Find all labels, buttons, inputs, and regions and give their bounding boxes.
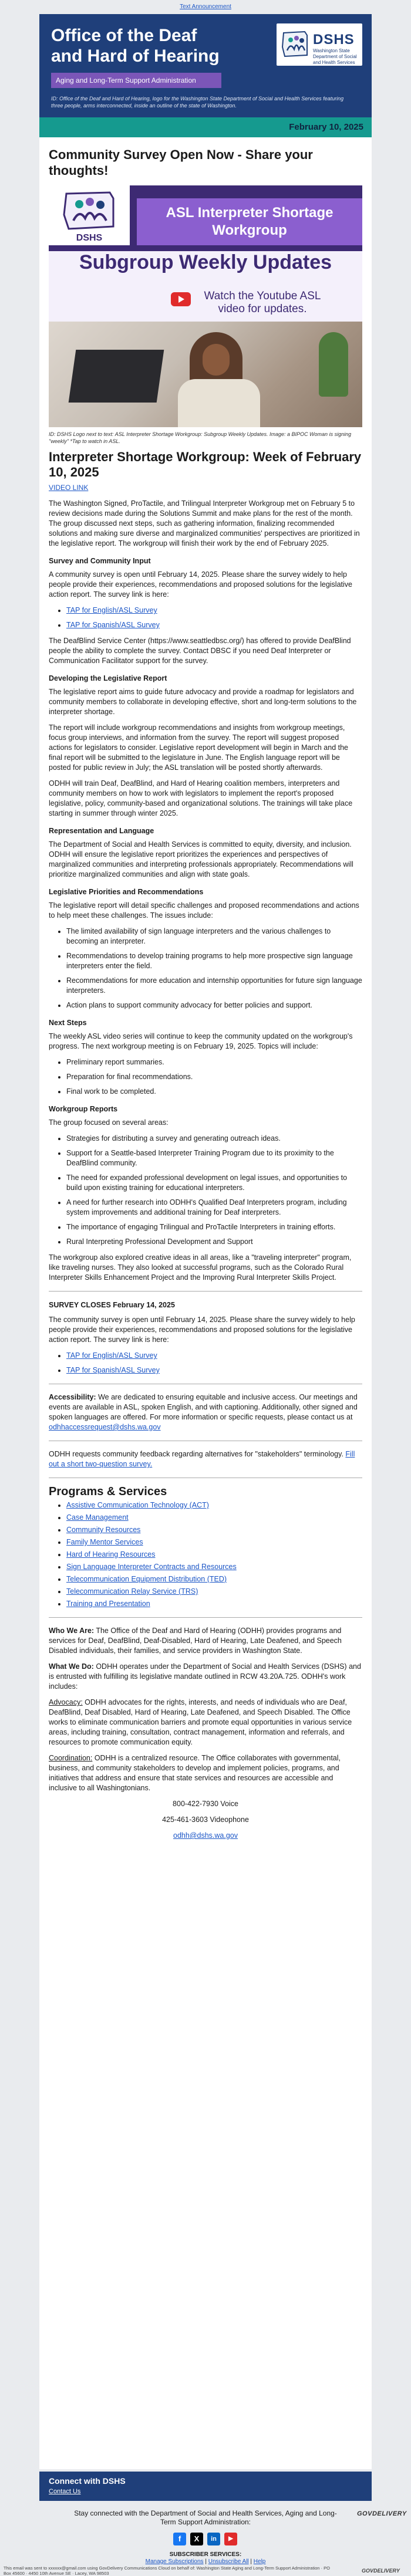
youtube-play-icon[interactable] xyxy=(171,292,191,306)
who-we-are-paragraph xyxy=(49,1626,362,1656)
dshs-logo-text: DSHS xyxy=(313,32,355,48)
subscriber-links xyxy=(0,2558,411,2565)
list-item xyxy=(66,1500,362,1510)
program-link-case-management[interactable]: Case Management xyxy=(66,1513,129,1522)
voice-phone: 800-422-7930 Voice xyxy=(173,1800,238,1808)
list-item xyxy=(66,1587,362,1597)
x-icon[interactable]: X xyxy=(190,2533,203,2545)
survey-input-text: A community survey is open until February 14, 2025. Please share the survey widely to help people provide their experiences, recommendations and proposed solutions for the legislative action report. The survey link is here: xyxy=(49,570,352,599)
govdelivery-logo-small: GOVDELIVERY xyxy=(362,2568,400,2574)
plant-shape xyxy=(319,332,348,397)
list-item: • A need for further research into ODHH's Qualified Deaf Interpreters program, including system improvements and additional training for Deaf interpreters. xyxy=(66,1198,362,1218)
program-link-act[interactable]: Assistive Communication Technology (ACT) xyxy=(66,1501,209,1509)
divider xyxy=(49,1291,362,1292)
advocacy-paragraph xyxy=(49,1698,362,1747)
access-request-email-link[interactable]: odhhaccessrequest@dshs.wa.gov xyxy=(49,1423,161,1431)
list-item: • Preparation for final recommendations. xyxy=(66,1072,362,1082)
list-item xyxy=(66,1525,362,1535)
list-item: • The importance of engaging Trilingual and ProTactile Interpreters in training efforts. xyxy=(66,1222,362,1232)
coordination-label: Coordination: xyxy=(49,1754,93,1762)
dshs-tile-label: DSHS xyxy=(76,233,103,243)
workgroup-reports-text: The group focused on several areas: xyxy=(49,1118,169,1127)
week-heading: Interpreter Shortage Workgroup: Week of February 10, 2025 xyxy=(49,449,362,479)
connect-title: Connect with DSHS xyxy=(49,2476,126,2486)
facebook-icon[interactable]: f xyxy=(173,2533,186,2545)
dshs-tile xyxy=(49,185,130,245)
feedback-text: ODHH requests community feedback regarding alternatives for "stakeholders" terminology. xyxy=(49,1450,346,1458)
legislative-report-heading: Developing the Legislative Report xyxy=(49,674,167,682)
program-link-hard-of-hearing[interactable]: Hard of Hearing Resources xyxy=(66,1550,156,1559)
list-item xyxy=(66,1537,362,1547)
youtube-prompt: Watch the Youtube ASL video for updates. xyxy=(204,290,321,315)
representation-heading: Representation and Language xyxy=(49,827,154,835)
english-asl-survey-link-2[interactable]: TAP for English/ASL Survey xyxy=(66,1351,157,1360)
separator: | xyxy=(248,2558,254,2565)
list-item: • Action plans to support community advocacy for better policies and support. xyxy=(66,1000,362,1010)
program-link-community-resources[interactable]: Community Resources xyxy=(66,1526,141,1534)
next-steps-text: The weekly ASL video series will continue to keep the community updated on the workgroup's progress. The next workgroup meeting is on February 19, 2025. Topics will include: xyxy=(49,1032,353,1050)
programs-list xyxy=(49,1500,362,1609)
who-text: The Office of the Deaf and Hard of Hearing (ODHH) provides programs and services for Deaf, DeafBlind, Deaf-Disabled, Hard of Hearing, Late Deafened, and Speech Disabled individuals, their families, and service providers in Washington State. xyxy=(49,1627,342,1655)
weekly-updates-title: Subgroup Weekly Updates xyxy=(79,251,332,273)
workgroup-banner: ASL Interpreter Shortage Workgroup xyxy=(137,198,362,245)
unsubscribe-all-link[interactable]: Unsubscribe All xyxy=(208,2558,249,2565)
footer xyxy=(0,2504,411,2574)
top-bar xyxy=(0,0,411,13)
accessibility-text: We are dedicated to ensuring equitable and inclusive access. Our meetings and events are available in ASL, spoken English, and with captioning. Additionally, other signed and spoken languages are offered. For more information or specific requests, please contact us at xyxy=(49,1393,358,1421)
manage-subscriptions-link[interactable]: Manage Subscriptions xyxy=(145,2558,204,2565)
accessibility-paragraph xyxy=(49,1392,362,1432)
survey-closes-heading: SURVEY CLOSES February 14, 2025 xyxy=(49,1301,175,1309)
priorities-list xyxy=(49,927,362,1010)
list-item: • Recommendations to develop training programs to help more prospective sign language interpreters enter the field. xyxy=(66,951,362,971)
issue-date: February 10, 2025 xyxy=(39,117,372,137)
priorities-text: The legislative report will detail specific challenges and proposed recommendations and actions to help meet these challenges. The issues include: xyxy=(49,901,359,919)
youtube-icon[interactable]: ▶ xyxy=(224,2533,237,2545)
social-icons xyxy=(173,2533,238,2547)
feedback-paragraph xyxy=(49,1449,362,1469)
list-item xyxy=(66,1365,362,1375)
next-steps-list xyxy=(49,1057,362,1097)
list-item: • The need for expanded professional development on legal issues, and opportunities to build upon existing training for educational interpreters. xyxy=(66,1173,362,1193)
survey-closes-text: The community survey is open until February 14, 2025. Please share the survey widely to help people provide their experiences, recommendations and proposed solutions for the legislative action report. The survey link is here: xyxy=(49,1316,355,1344)
who-label: Who We Are: xyxy=(49,1627,95,1635)
legislative-report-p1: The legislative report aims to guide future advocacy and provide a roadmap for legislators and community members to collaborate in developing effective, short and long-term solutions to the interpreter shortage. xyxy=(49,688,357,716)
fine-print: This email was sent to xxxxxx@gmail.com using GovDelivery Communications Cloud on behalf of: Washington State Aging and Long-Term Support Administration · PO Box 45600 · 4450 10th Avenue SE · Lacey, WA 98503 xyxy=(4,2565,330,2576)
subscriber-services-title: SUBSCRIBER SERVICES: xyxy=(169,2551,242,2558)
list-item: • Rural Interpreting Professional Development and Support xyxy=(66,1237,362,1247)
survey-links-list xyxy=(49,606,362,630)
list-item xyxy=(66,620,362,630)
coordination-text: ODHH is a centralized resource. The Office collaborates with governmental, business, and community stakeholders to develop and implement policies, programs, and initiatives that address and ensure that state services and resources are accessible and inclusive to all Washingtonians. xyxy=(49,1754,341,1792)
list-item xyxy=(66,1562,362,1572)
dshs-logo xyxy=(277,23,362,66)
govdelivery-logo: GOVDELIVERY xyxy=(357,2510,407,2517)
workgroup-reports-list xyxy=(49,1134,362,1247)
dshs-people-icon xyxy=(49,185,130,245)
header-title-line2: and Hard of Hearing xyxy=(51,46,220,66)
laptop-shape xyxy=(69,350,164,403)
legislative-report-p2: The report will include workgroup recommendations and insights from workgroup meetings, focus group interviews, and information from the survey. The report will suggest proposed actions for legislators to consider. Legislative report development will begin in March and the final report will be submitted to the legislature in June. The English language report will be posted for public review in July; the ASL translation will be posted shortly afterwards. xyxy=(49,724,348,772)
list-item xyxy=(66,1550,362,1560)
text-announcement-link[interactable]: Text Announcement xyxy=(180,4,231,10)
divider xyxy=(49,1617,362,1618)
header-title-line1: Office of the Deaf xyxy=(51,26,197,45)
what-text: ODHH operates under the Department of Social and Health Services (DSHS) and is entrusted with fulfilling its legislative mandate outlined in RCW 43.20A.725. ODHH's work includes: xyxy=(49,1662,361,1691)
accessibility-label: Accessibility: xyxy=(49,1393,96,1401)
content-area xyxy=(39,137,372,2469)
priorities-heading: Legislative Priorities and Recommendations xyxy=(49,888,204,896)
list-item: • Preliminary report summaries. xyxy=(66,1057,362,1067)
program-link-training[interactable]: Training and Presentation xyxy=(66,1600,150,1608)
programs-heading: Programs & Services xyxy=(49,1485,167,1498)
connect-bar xyxy=(39,2472,372,2501)
list-item xyxy=(66,606,362,616)
help-link[interactable]: Help xyxy=(253,2558,266,2565)
dshs-logo-subtext: Washington State Department of Social and Health Services xyxy=(313,48,357,65)
header-subtitle: Aging and Long-Term Support Administration xyxy=(51,73,221,88)
list-item xyxy=(66,1351,362,1361)
program-link-interpreter-contracts[interactable]: Sign Language Interpreter Contracts and Resources xyxy=(66,1563,237,1571)
list-item: • Support for a Seattle-based Interpreter Training Program due to its proximity to the DeafBlind community. xyxy=(66,1148,362,1168)
odhh-email-link[interactable]: odhh@dshs.wa.gov xyxy=(173,1831,238,1840)
woman-shirt-shape xyxy=(178,379,260,427)
contact-us-link[interactable]: Contact Us xyxy=(49,2488,81,2495)
list-item: • The limited availability of sign language interpreters and the various challenges to becoming an interpreter. xyxy=(66,927,362,946)
survey-heading: Community Survey Open Now - Share your thoughts! xyxy=(49,147,313,178)
weekly-updates-video-image[interactable] xyxy=(49,185,362,427)
videophone: 425-461-3603 Videophone xyxy=(162,1816,249,1824)
separator: | xyxy=(203,2558,208,2565)
video-link[interactable]: VIDEO LINK xyxy=(49,484,89,492)
washington-state-people-icon xyxy=(281,29,309,59)
legislative-report-p3: ODHH will train Deaf, DeafBlind, and Hard of Hearing coalition members, interpreters and community members on how to work with legislators to implement the report's proposed legislative, policy, community-based and organizational solutions. The trainings will take place starting in summer through winter 2025. xyxy=(49,779,353,817)
program-link-family-mentor[interactable]: Family Mentor Services xyxy=(66,1538,143,1546)
header-banner xyxy=(39,14,372,117)
contact-email-paragraph xyxy=(49,1831,362,1841)
advocacy-label: Advocacy: xyxy=(49,1698,83,1706)
program-link-trs[interactable]: Telecommunication Relay Service (TRS) xyxy=(66,1587,198,1595)
list-item xyxy=(66,1599,362,1609)
next-steps-heading: Next Steps xyxy=(49,1019,87,1027)
hero-caption: ID: DSHS Logo next to text: ASL Interpreter Shortage Workgroup: Subgroup Weekly Updates. Image: a BIPOC Woman is signing "weekly" *Tap to watch in ASL. xyxy=(49,431,352,444)
advocacy-text: ODHH advocates for the rights, interests, and needs of individuals who are Deaf, DeafBlind, Deaf Disabled, Hard of Hearing, Late Deafened, and Speech Disabled. The Office works to eliminate communication barriers and promote equal opportunities in various service areas, including training, consultation, contract management, information and referrals, and resources to promote communication equity. xyxy=(49,1698,352,1746)
survey-input-heading: Survey and Community Input xyxy=(49,557,151,565)
spanish-asl-survey-link[interactable]: TAP for Spanish/ASL Survey xyxy=(66,621,160,629)
workgroup-reports-heading: Workgroup Reports xyxy=(49,1105,118,1113)
list-item: • Recommendations for more education and internship opportunities for future sign language interpreters. xyxy=(66,976,362,996)
feedback-survey-link[interactable]: Fill out a short two-question survey. xyxy=(49,1450,355,1468)
english-asl-survey-link[interactable]: TAP for English/ASL Survey xyxy=(66,606,157,614)
survey-closes-links xyxy=(49,1351,362,1375)
intro-paragraph: The Washington Signed, ProTactile, and Trilingual Interpreter Workgroup met on February 5 to review decisions made during the Solutions Summit and make plans for the rest of the month. The group discussed next steps, such as gathering information, finalizing recommended solutions and making sure diverse and marginalized communities' perspectives are prioritized in the legislative report. The workgroup will finish their work by the end of February 2025. xyxy=(49,499,360,547)
stay-connected-text: Stay connected with the Department of Social and Health Services, Aging and Long-Term Support Administration: xyxy=(74,2509,337,2526)
list-item xyxy=(66,1513,362,1523)
linkedin-icon[interactable]: in xyxy=(207,2533,220,2545)
woman-face-shape xyxy=(203,344,230,376)
spanish-asl-survey-link-2[interactable]: TAP for Spanish/ASL Survey xyxy=(66,1366,160,1374)
list-item: • Final work to be completed. xyxy=(66,1087,362,1097)
coordination-paragraph xyxy=(49,1753,362,1793)
list-item: • Strategies for distributing a survey and generating outreach ideas. xyxy=(66,1134,362,1144)
what-label: What We Do: xyxy=(49,1662,94,1671)
list-item xyxy=(66,1574,362,1584)
header-image-description: ID: Office of the Deaf and Hard of Hearing, logo for the Washington State Department of Social and Health Services featuring three people, arms interconnected, inside an outline of the state of Washington. xyxy=(51,96,344,109)
what-we-do-paragraph xyxy=(49,1662,362,1692)
representation-text: The Department of Social and Health Services is committed to equity, diversity, and inclusion. ODHH will ensure the legislative report prioritizes the experiences and perspectives of marginalized communities and interpreting professionals appropriately. Recommendations will prioritize marginalized communities and align with state goals. xyxy=(49,840,353,878)
workgroup-reports-closing: The workgroup also explored creative ideas in all areas, like a "traveling interpreter" program, like traveling nurses. They also looked at successful programs, such as the Colorado Rural Interpreter Skills Enhancement Project and the Improving Rural Interpreter Skills Project. xyxy=(49,1253,352,1282)
deafblind-paragraph: The DeafBlind Service Center (https://www.seattledbsc.org/) has offered to provide DeafBlind people the ability to complete the survey. Contact DBSC if you need Deaf Interpreter or Communication Facilitator support for the survey. xyxy=(49,637,351,665)
program-link-ted[interactable]: Telecommunication Equipment Distribution (TED) xyxy=(66,1575,227,1583)
